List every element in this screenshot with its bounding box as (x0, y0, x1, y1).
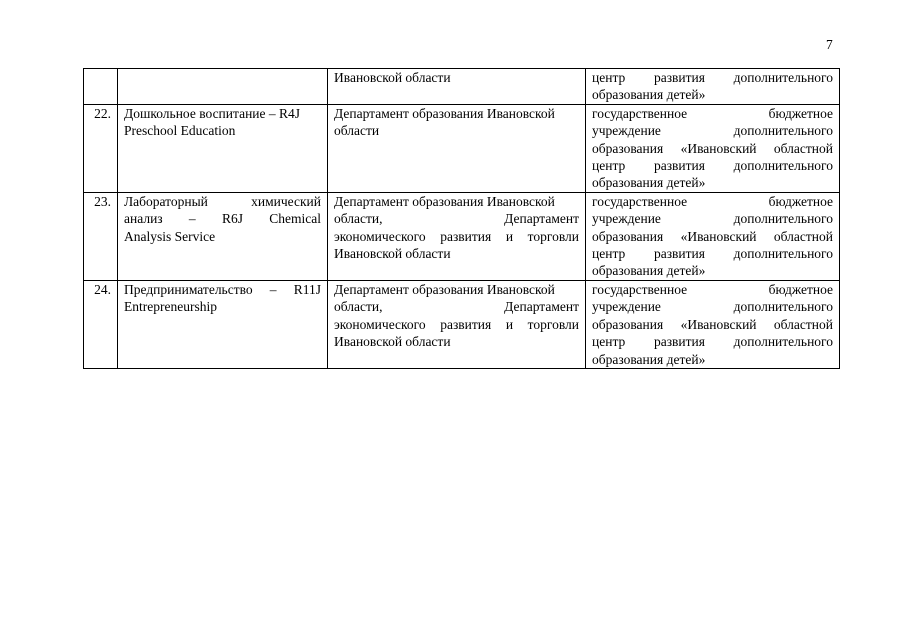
department-cell (328, 69, 586, 105)
program-title-cell (118, 280, 328, 368)
row-number: 22. (84, 104, 118, 192)
row-number: 24. (84, 280, 118, 368)
row-number: 23. (84, 192, 118, 280)
organization-line: образования детей» (592, 263, 706, 279)
program-title-line: Предпринимательство – R11J (124, 281, 321, 297)
organization-cell (586, 192, 840, 280)
department-line: Ивановской области (334, 246, 451, 262)
department-cell (328, 104, 586, 192)
organization-line: образования «Ивановский областной (592, 140, 833, 156)
department-line: Департамент образования Ивановской (334, 193, 555, 209)
organization-line: образования «Ивановский областной (592, 228, 833, 244)
organization-line: центр развития дополнительного (592, 158, 833, 174)
organization-line: образования детей» (592, 87, 706, 103)
program-title-line: Entrepreneurship (124, 299, 217, 315)
program-title-cell (118, 104, 328, 192)
organization-line: учреждение дополнительного (592, 299, 833, 315)
program-title-line: Лабораторный химический (124, 193, 321, 209)
organization-line: центр развития дополнительного (592, 70, 833, 85)
document-table (83, 68, 840, 369)
organization-line: образования «Ивановский областной (592, 316, 833, 332)
department-line: Департамент образования Ивановской (334, 105, 555, 121)
program-title-line: анализ – R6J Chemical (124, 211, 321, 227)
program-title-line: Дошкольное воспитание – R4J (124, 105, 301, 121)
program-title-line: Analysis Service (124, 228, 216, 244)
organization-line: центр развития дополнительного (592, 334, 833, 350)
organization-line: образования детей» (592, 175, 706, 191)
program-title-cell (118, 192, 328, 280)
department-line: области (334, 123, 380, 139)
organization-line: образования детей» (592, 351, 706, 367)
organization-cell (586, 69, 840, 105)
department-line: области, Департамент (334, 211, 579, 227)
department-line: Департамент образования Ивановской (334, 281, 555, 297)
row-number (84, 69, 118, 105)
department-line: экономического развития и торговли (334, 228, 579, 244)
department-line: экономического развития и торговли (334, 316, 579, 332)
organization-line: центр развития дополнительного (592, 246, 833, 262)
organization-line: государственное бюджетное (592, 281, 833, 297)
page-number: 7 (826, 37, 833, 52)
table-row (84, 192, 840, 280)
organization-line: государственное бюджетное (592, 105, 833, 121)
department-cell (328, 280, 586, 368)
department-line: области, Департамент (334, 299, 579, 315)
program-title-cell (118, 69, 328, 105)
organization-cell (586, 104, 840, 192)
table-row (84, 280, 840, 368)
organization-cell (586, 280, 840, 368)
organization-line: учреждение дополнительного (592, 211, 833, 227)
department-line: Ивановской области (334, 70, 451, 85)
table-row (84, 69, 840, 105)
department-line: Ивановской области (334, 334, 451, 350)
table-row (84, 104, 840, 192)
organization-line: государственное бюджетное (592, 193, 833, 209)
department-cell (328, 192, 586, 280)
program-title-line: Preschool Education (124, 123, 236, 139)
organization-line: учреждение дополнительного (592, 123, 833, 139)
